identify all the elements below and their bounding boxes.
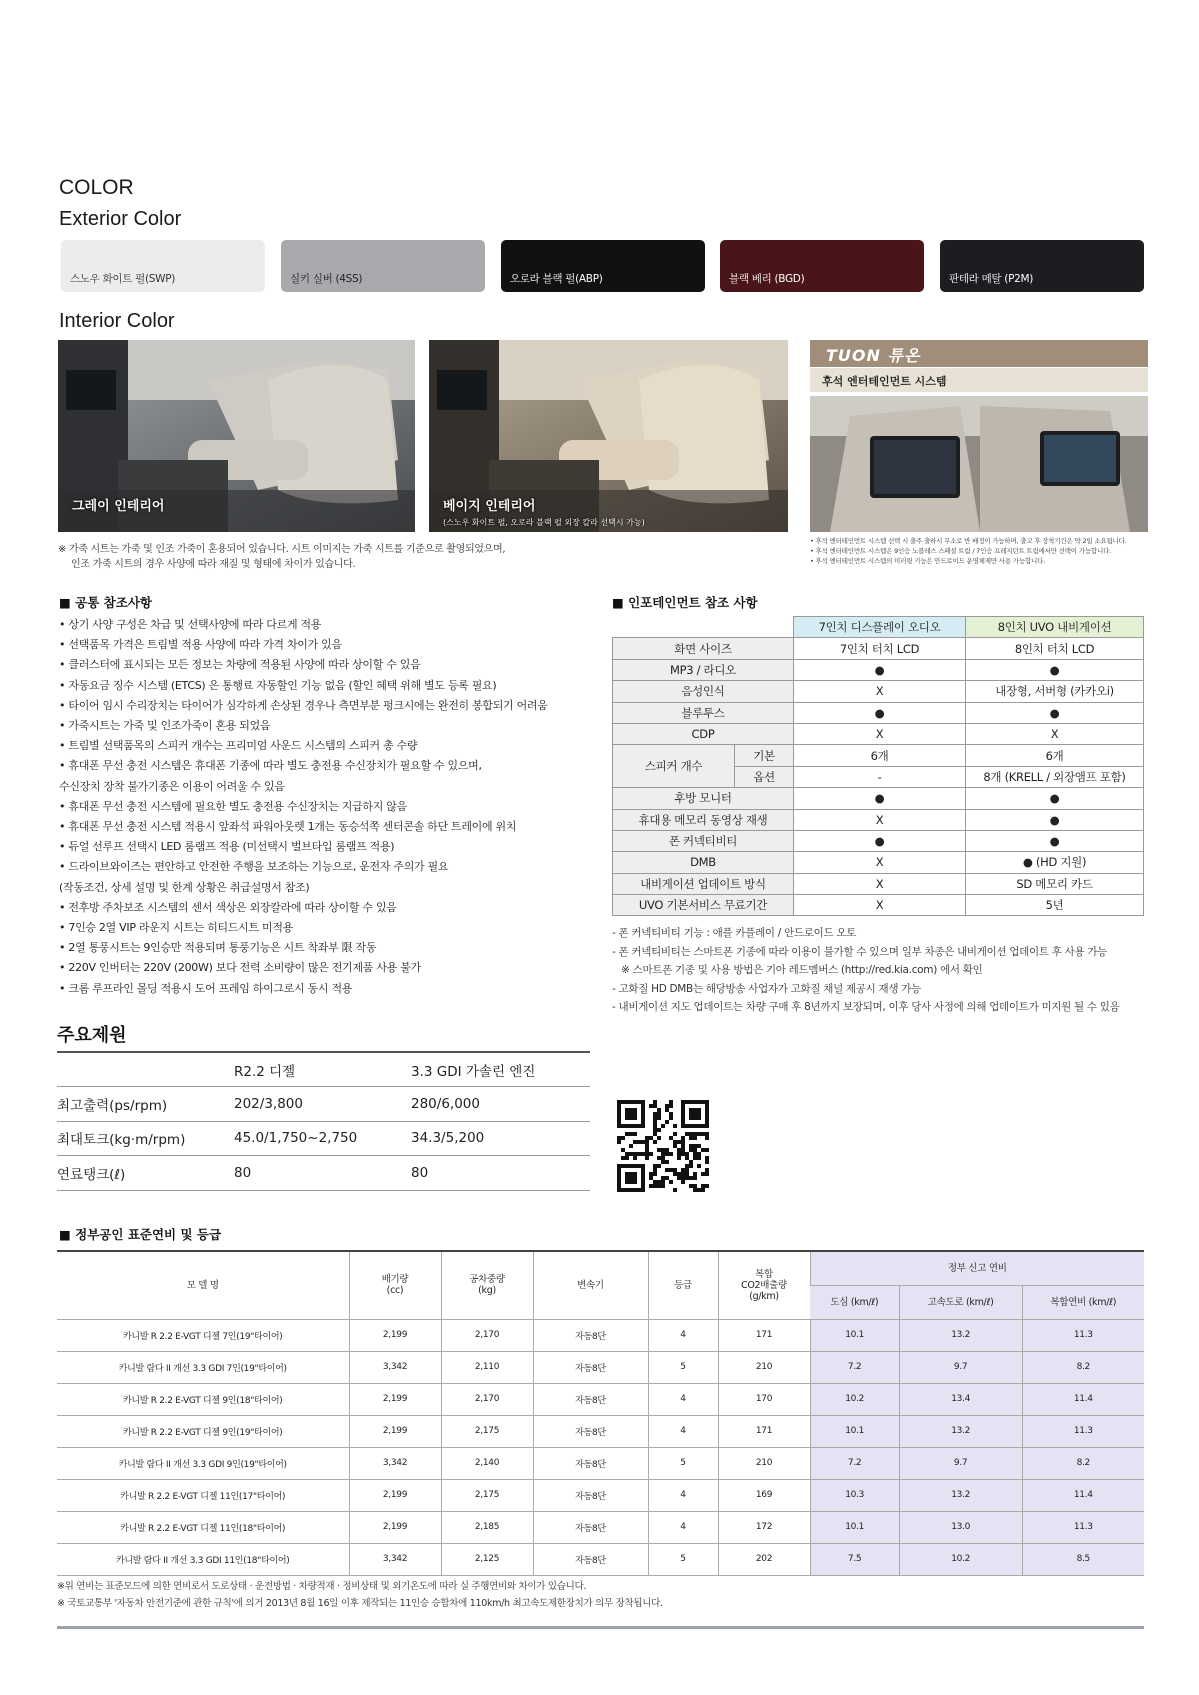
fuel-row-value: 13.2: [899, 1319, 1022, 1351]
infotainment-row-label: 내비게이션 업데이트 방식: [613, 873, 794, 894]
fuel-row-model: 카니발 람다 II 개선 3.3 GDI 9인(19"타이어): [57, 1447, 349, 1479]
fuel-row-value: 11.3: [1022, 1511, 1144, 1543]
interior-note-line: ※ 가죽 시트는 가죽 및 인조 가죽이 혼용되어 있습니다. 시트 이미지는 가죽 시트를 기준으로 촬영되었으며,: [58, 544, 506, 555]
fuel-row-value: 자동8단: [533, 1447, 648, 1479]
exterior-swatch: [281, 240, 485, 292]
infotainment-row-label: 블루투스: [613, 702, 794, 723]
infotainment-row: [613, 873, 1144, 894]
common-note-item: • 전후방 주차보조 시스템의 센서 색상은 외장칼라에 따라 상이할 수 있음: [59, 900, 397, 914]
fuel-row-model: 카니발 R 2.2 E-VGT 디젤 11인(17"타이어): [57, 1479, 349, 1511]
specs-row-value: 202/3,800: [234, 1087, 411, 1122]
fuel-row-value: 2,175: [441, 1415, 533, 1447]
infotainment-speaker-label: 스피커 개수: [613, 745, 735, 788]
fuel-row-value: 8.2: [1022, 1351, 1144, 1383]
infotainment-audio-value: ●: [794, 830, 966, 851]
fuel-col-cc-label: 배기량 (cc): [381, 1274, 409, 1297]
fuel-row-value: 5: [648, 1447, 718, 1479]
infotainment-row: [613, 659, 1144, 680]
infotainment-audio-value: ●: [794, 788, 966, 809]
exterior-color-title: Exterior Color: [59, 208, 182, 230]
fuel-row-value: 7.2: [810, 1351, 899, 1383]
fuel-row-value: 170: [718, 1383, 810, 1415]
infotainment-navi-value: ●: [966, 659, 1144, 680]
fuel-efficiency-table: [57, 1250, 1144, 1576]
infotainment-row: [613, 809, 1144, 830]
infotainment-navi-value: ●: [966, 788, 1144, 809]
fuel-col-cc: [349, 1251, 441, 1319]
common-note-item: • 크롬 루프라인 몰딩 적용시 도어 프레임 하이그로시 동시 적용: [59, 981, 353, 995]
fuel-col-weight-label: 공차중량 (kg): [469, 1274, 505, 1297]
tuon-header-bar: [810, 340, 1148, 367]
fuel-row: [57, 1479, 1144, 1511]
interior-color-title: Interior Color: [59, 310, 175, 332]
infotainment-audio-value: ●: [794, 659, 966, 680]
fuel-col-co2: [718, 1251, 810, 1319]
exterior-swatch-label: 스노우 화이트 펄(SWP): [70, 273, 176, 285]
infotainment-note-line: - 폰 커넥티비티 기능 : 애플 카플레이 / 안드로이드 오토: [612, 927, 857, 939]
common-note-item: (작동조건, 상세 설명 및 한계 상황은 취급설명서 참조): [59, 880, 310, 894]
fuel-row-value: 2,140: [441, 1447, 533, 1479]
fuel-row: [57, 1511, 1144, 1543]
infotainment-navi-value: 6개: [966, 745, 1144, 766]
fuel-row-value: 13.2: [899, 1415, 1022, 1447]
fuel-col-transmission: 변속기: [533, 1251, 648, 1319]
fuel-row-value: 169: [718, 1479, 810, 1511]
fuel-row-value: 8.5: [1022, 1543, 1144, 1575]
fuel-row-value: 11.4: [1022, 1383, 1144, 1415]
common-note-item: • 상기 사양 구성은 차급 및 선택사양에 따라 다르게 적용: [59, 618, 322, 631]
fuel-row-value: 7.2: [810, 1447, 899, 1479]
exterior-swatch: [501, 240, 705, 292]
fuel-row-value: 10.2: [810, 1383, 899, 1415]
fuel-row-value: 자동8단: [533, 1383, 648, 1415]
fuel-row: [57, 1351, 1144, 1383]
common-note-item: • 가죽시트는 가죽 및 인조가죽이 혼용 되었음: [59, 719, 271, 733]
fuel-row-value: 자동8단: [533, 1319, 648, 1351]
specs-col-diesel: R2.2 디젤: [234, 1052, 411, 1087]
fuel-row-value: 210: [718, 1447, 810, 1479]
fuel-row-value: 5: [648, 1543, 718, 1575]
exterior-swatch-label: 판테라 메탈 (P2M): [949, 273, 1034, 285]
specs-row: [57, 1121, 590, 1156]
infotainment-row-label: 음성인식: [613, 681, 794, 702]
fuel-row-value: 11.4: [1022, 1479, 1144, 1511]
specs-col-gasoline: 3.3 GDI 가솔린 엔진: [411, 1052, 590, 1087]
grey-interior-label: 그레이 인테리어: [72, 499, 165, 514]
infotainment-navi-value: X: [966, 723, 1144, 744]
infotainment-row: [613, 895, 1144, 916]
fuel-row-value: 2,185: [441, 1511, 533, 1543]
infotainment-row: [613, 830, 1144, 851]
infotainment-row-label: 후방 모니터: [613, 788, 794, 809]
tuon-logo: TUON 튜온: [826, 346, 921, 365]
infotainment-navi-value: 내장형, 서버형 (카카오i): [966, 681, 1144, 702]
common-notes-title: ■ 공통 참조사항: [59, 595, 152, 610]
specs-row-value: 280/6,000: [411, 1087, 590, 1122]
specs-row-value: 34.3/5,200: [411, 1121, 590, 1156]
fuel-row-value: 2,125: [441, 1543, 533, 1575]
fuel-row-value: 자동8단: [533, 1415, 648, 1447]
specs-row-value: 80: [411, 1156, 590, 1191]
tuon-panel: [810, 340, 1148, 532]
beige-interior-photo: [429, 340, 788, 532]
fuel-col-combined: 복합연비 (km/ℓ): [1022, 1285, 1144, 1319]
tuon-notes: [810, 536, 1150, 566]
specs-row-label: 최고출력(ps/rpm): [57, 1087, 234, 1122]
infotainment-row: [613, 723, 1144, 744]
infotainment-audio-value: X: [794, 723, 966, 744]
fuel-row-value: 202: [718, 1543, 810, 1575]
fuel-row-value: 자동8단: [533, 1479, 648, 1511]
qr-code[interactable]: [617, 1100, 709, 1192]
infotainment-row-label: MP3 / 라디오: [613, 659, 794, 680]
fuel-header-row: [57, 1251, 1144, 1285]
common-note-item: • 트림별 선택품목의 스피커 개수는 프리미엄 사운드 시스템의 스피커 총 수량: [59, 739, 418, 753]
color-title: COLOR: [59, 176, 134, 199]
fuel-row-value: 2,170: [441, 1319, 533, 1351]
fuel-row-value: 13.4: [899, 1383, 1022, 1415]
fuel-col-highway: 고속도로 (km/ℓ): [899, 1285, 1022, 1319]
specs-row: [57, 1156, 590, 1191]
infotainment-audio-value: X: [794, 895, 966, 916]
fuel-row-value: 10.1: [810, 1415, 899, 1447]
common-notes-list: [59, 615, 548, 999]
fuel-row-value: 2,175: [441, 1479, 533, 1511]
bottom-rule: [57, 1626, 1144, 1629]
infotainment-row-label: 휴대용 메모리 동영상 재생: [613, 809, 794, 830]
infotainment-navi-value: 5년: [966, 895, 1144, 916]
infotainment-navi-value: ●: [966, 830, 1144, 851]
fuel-row-value: 13.0: [899, 1511, 1022, 1543]
infotainment-row-label: CDP: [613, 723, 794, 744]
fuel-row-value: 2,110: [441, 1351, 533, 1383]
specs-table: [57, 1051, 590, 1191]
fuel-row-value: 3,342: [349, 1447, 441, 1479]
fuel-row-value: 2,199: [349, 1479, 441, 1511]
fuel-row-value: 2,199: [349, 1319, 441, 1351]
tuon-note-line: • 후석 엔터테인먼트 시스템은 9인승 노블레스 스페셜 트림 / 7인승 프레지던트 트림에서만 선택이 가능합니다.: [810, 547, 1112, 555]
fuel-col-grade: 등급: [648, 1251, 718, 1319]
fuel-row-value: 10.2: [899, 1543, 1022, 1575]
common-note-item: • 자동요금 징수 시스템 (ETCS) 은 통행료 자동할인 기능 없음 (할인 혜택 위해 별도 등록 필요): [59, 678, 497, 692]
infotainment-row-label: 화면 사이즈: [613, 638, 794, 659]
infotainment-row: [613, 745, 1144, 766]
fuel-row: [57, 1319, 1144, 1351]
fuel-row: [57, 1383, 1144, 1415]
infotainment-header-row: [613, 617, 1144, 638]
fuel-row: [57, 1543, 1144, 1575]
infotainment-col-navi: 8인치 UVO 내비게이션: [966, 617, 1144, 638]
fuel-row-value: 7.5: [810, 1543, 899, 1575]
interior-note-line: 인조 가죽 시트의 경우 사양에 따라 재질 및 형태에 차이가 있습니다.: [71, 559, 356, 570]
fuel-note-line: ※ 국토교통부 '자동차 안전기준에 관한 규칙'에 의거 2013년 8월 16일 이후 제작되는 11인승 승합차에 110km/h 최고속도제한장치가 의무 장착됩니다.: [57, 1598, 663, 1609]
fuel-row-value: 4: [648, 1511, 718, 1543]
infotainment-row: [613, 638, 1144, 659]
exterior-swatch: [940, 240, 1144, 292]
fuel-note-line: ※위 연비는 표준모드에 의한 연비로서 도로상태 · 운전방법 · 차량적재 · 정비상태 및 외기온도에 따라 실 주행연비와 차이가 있습니다.: [57, 1581, 587, 1592]
beige-interior-sublabel: (스노우 화이트 펄, 오로라 블랙 펄 외장 칼라 선택시 가능): [443, 518, 645, 527]
exterior-swatch-label: 실키 실버 (4SS): [290, 273, 363, 285]
fuel-row-value: 11.3: [1022, 1415, 1144, 1447]
fuel-row-value: 210: [718, 1351, 810, 1383]
common-note-item: • 2열 통풍시트는 9인승만 적용되며 통풍기능은 시트 착좌부 限 작동: [59, 941, 377, 955]
fuel-row-value: 자동8단: [533, 1351, 648, 1383]
fuel-row-model: 카니발 람다 II 개선 3.3 GDI 11인(18"타이어): [57, 1543, 349, 1575]
fuel-row-value: 171: [718, 1319, 810, 1351]
infotainment-row-label: 기본: [735, 745, 794, 766]
infotainment-row: [613, 788, 1144, 809]
infotainment-audio-value: 6개: [794, 745, 966, 766]
infotainment-audio-value: -: [794, 766, 966, 787]
fuel-row-value: 2,199: [349, 1511, 441, 1543]
infotainment-row-label: UVO 기본서비스 무료기간: [613, 895, 794, 916]
common-note-item: • 클러스터에 표시되는 모든 정보는 차량에 적용된 사양에 따라 상이할 수 있음: [59, 658, 421, 672]
infotainment-audio-value: 7인치 터치 LCD: [794, 638, 966, 659]
fuel-row-value: 9.7: [899, 1351, 1022, 1383]
infotainment-navi-value: 8인치 터치 LCD: [966, 638, 1144, 659]
fuel-row-value: 172: [718, 1511, 810, 1543]
infotainment-audio-value: ●: [794, 702, 966, 723]
specs-row-value: 45.0/1,750~2,750: [234, 1121, 411, 1156]
infotainment-note-line: - 내비게이션 지도 업데이트는 차량 구매 후 8년까지 보장되며, 이후 당사 사정에 의해 업데이트가 미지원 될 수 있음: [612, 1001, 1120, 1013]
infotainment-navi-value: SD 메모리 카드: [966, 873, 1144, 894]
fuel-row-value: 10.1: [810, 1511, 899, 1543]
fuel-notes: [57, 1578, 663, 1612]
infotainment-audio-value: X: [794, 681, 966, 702]
fuel-row-value: 2,199: [349, 1383, 441, 1415]
fuel-row-value: 2,199: [349, 1415, 441, 1447]
specs-title: 주요제원: [57, 1025, 127, 1046]
infotainment-audio-value: X: [794, 809, 966, 830]
common-note-item: • 휴대폰 무선 충전 시스템에 필요한 별도 충전용 수신장치는 지급하지 않음: [59, 799, 407, 813]
fuel-row-value: 3,342: [349, 1543, 441, 1575]
fuel-efficiency-title: ■ 정부공인 표준연비 및 등급: [59, 1227, 222, 1242]
infotainment-notes: [612, 924, 1119, 1017]
fuel-row-value: 2,170: [441, 1383, 533, 1415]
fuel-col-city: 도심 (km/ℓ): [810, 1285, 899, 1319]
tuon-note-line: • 후석 엔터테인먼트 시스템의 미러링 기능은 안드로이드 운영체제만 사용 가능합니다.: [810, 557, 1046, 565]
exterior-swatch: [720, 240, 924, 292]
infotainment-audio-value: X: [794, 852, 966, 873]
specs-row: [57, 1087, 590, 1122]
specs-header-row: [57, 1052, 590, 1087]
fuel-row-value: 11.3: [1022, 1319, 1144, 1351]
fuel-row-model: 카니발 R 2.2 E-VGT 디젤 11인(18"타이어): [57, 1511, 349, 1543]
infotainment-title: ■ 인포테인먼트 참조 사항: [612, 595, 758, 610]
fuel-col-co2-label: 복합 CO2배출량 (g/km): [741, 1268, 787, 1302]
fuel-row-value: 4: [648, 1383, 718, 1415]
fuel-row-value: 8.2: [1022, 1447, 1144, 1479]
exterior-swatch-label: 오로라 블랙 펄(ABP): [510, 273, 603, 285]
fuel-row-value: 4: [648, 1415, 718, 1447]
exterior-swatch-label: 블랙 베리 (BGD): [729, 273, 805, 285]
tuon-subtitle-bar: [810, 368, 1148, 392]
common-note-item: • 드라이브와이즈는 편안하고 안전한 주행을 보조하는 기능으로, 운전자 주의가 필요: [59, 860, 449, 874]
fuel-col-gov: 정부 신고 연비: [810, 1251, 1144, 1285]
common-note-item: • 휴대폰 무선 충전 시스템은 휴대폰 기종에 따라 별도 충전용 수신장치가 필요할 수 있으며,: [59, 759, 482, 773]
beige-interior-label: 베이지 인테리어: [443, 499, 536, 514]
fuel-row-value: 3,342: [349, 1351, 441, 1383]
fuel-row-value: 10.3: [810, 1479, 899, 1511]
infotainment-navi-value: ●: [966, 702, 1144, 723]
fuel-row-value: 5: [648, 1351, 718, 1383]
common-note-item: • 휴대폰 무선 충전 시스템 적용시 앞좌석 파워아웃렛 1개는 동승석쪽 센터콘솔 하단 트레이에 위치: [59, 820, 517, 834]
common-note-item: • 220V 인버터는 220V (200W) 보다 전력 소비량이 많은 전기제품 사용 불가: [59, 961, 421, 975]
infotainment-row-label: DMB: [613, 852, 794, 873]
infotainment-corner: [613, 617, 794, 638]
fuel-row-value: 171: [718, 1415, 810, 1447]
infotainment-note-line: - 폰 커넥티비티는 스마트폰 기종에 따라 이용이 불가할 수 있으며 일부 차종은 내비게이션 업데이트 후 사용 가능: [612, 945, 1108, 958]
fuel-row-value: 4: [648, 1479, 718, 1511]
fuel-row-value: 자동8단: [533, 1543, 648, 1575]
common-note-item: 수신장치 장착 불가기종은 이용이 어려울 수 있음: [59, 779, 285, 793]
common-note-item: • 7인승 2열 VIP 라운지 시트는 히티드시트 미적용: [59, 921, 294, 935]
specs-row-label: 연료탱크(ℓ): [57, 1156, 234, 1191]
tuon-note-line: • 후석 엔터테인먼트 시스템 선택 시 출주 출하시 무소로 반 배정이 가능하며, 출고 후 장착기간은 약 2일 소요됩니다.: [810, 537, 1127, 545]
fuel-row-value: 9.7: [899, 1447, 1022, 1479]
grey-interior-photo: [58, 340, 415, 532]
infotainment-row: [613, 681, 1144, 702]
infotainment-row-label: 폰 커넥티비티: [613, 830, 794, 851]
infotainment-note-line: ※ 스마트폰 기종 및 사용 방법은 기아 레드멤버스 (http://red.kia.com) 에서 확인: [612, 964, 983, 976]
fuel-row-model: 카니발 R 2.2 E-VGT 디젤 9인(19"타이어): [57, 1415, 349, 1447]
infotainment-table: [612, 616, 1144, 916]
fuel-row-value: 4: [648, 1319, 718, 1351]
infotainment-row-label: 옵션: [735, 766, 794, 787]
infotainment-note-line: - 고화질 HD DMB는 해당방송 사업자가 고화질 채널 제공시 재생 가능: [612, 982, 921, 995]
rear-entertainment-image: [810, 396, 1148, 532]
infotainment-col-audio: 7인치 디스플레이 오디오: [794, 617, 966, 638]
infotainment-row: [613, 702, 1144, 723]
infotainment-audio-value: X: [794, 873, 966, 894]
common-note-item: • 타이어 임시 수리장치는 타이어가 심각하게 손상된 경우나 측면부분 펑크시에는 완전히 봉합되기 어려움: [59, 698, 548, 712]
fuel-row: [57, 1447, 1144, 1479]
interior-note: [58, 542, 505, 572]
infotainment-row: [613, 852, 1144, 873]
fuel-row-model: 카니발 람다 II 개선 3.3 GDI 7인(19"타이어): [57, 1351, 349, 1383]
common-note-item: • 듀얼 선루프 선택시 LED 룸램프 적용 (미선택시 벌브타입 룸램프 적용): [59, 840, 395, 854]
specs-corner: [57, 1052, 234, 1087]
infotainment-navi-value: 8개 (KRELL / 외장앰프 포함): [966, 766, 1144, 787]
fuel-col-weight: [441, 1251, 533, 1319]
common-note-item: • 선택품목 가격은 트림별 적용 사양에 따라 가격 차이가 있음: [59, 638, 342, 652]
fuel-row-value: 10.1: [810, 1319, 899, 1351]
fuel-row-model: 카니발 R 2.2 E-VGT 디젤 9인(18"타이어): [57, 1383, 349, 1415]
fuel-row-model: 카니발 R 2.2 E-VGT 디젤 7인(19"타이어): [57, 1319, 349, 1351]
infotainment-navi-value: ● (HD 지원): [966, 852, 1144, 873]
specs-row-label: 최대토크(kg·m/rpm): [57, 1121, 234, 1156]
fuel-row: [57, 1415, 1144, 1447]
specs-row-value: 80: [234, 1156, 411, 1191]
infotainment-navi-value: ●: [966, 809, 1144, 830]
fuel-row-value: 자동8단: [533, 1511, 648, 1543]
fuel-col-model: 모 델 명: [57, 1251, 349, 1319]
fuel-row-value: 13.2: [899, 1479, 1022, 1511]
tuon-subtitle: 후석 엔터테인먼트 시스템: [822, 375, 947, 388]
exterior-swatch: [61, 240, 265, 292]
